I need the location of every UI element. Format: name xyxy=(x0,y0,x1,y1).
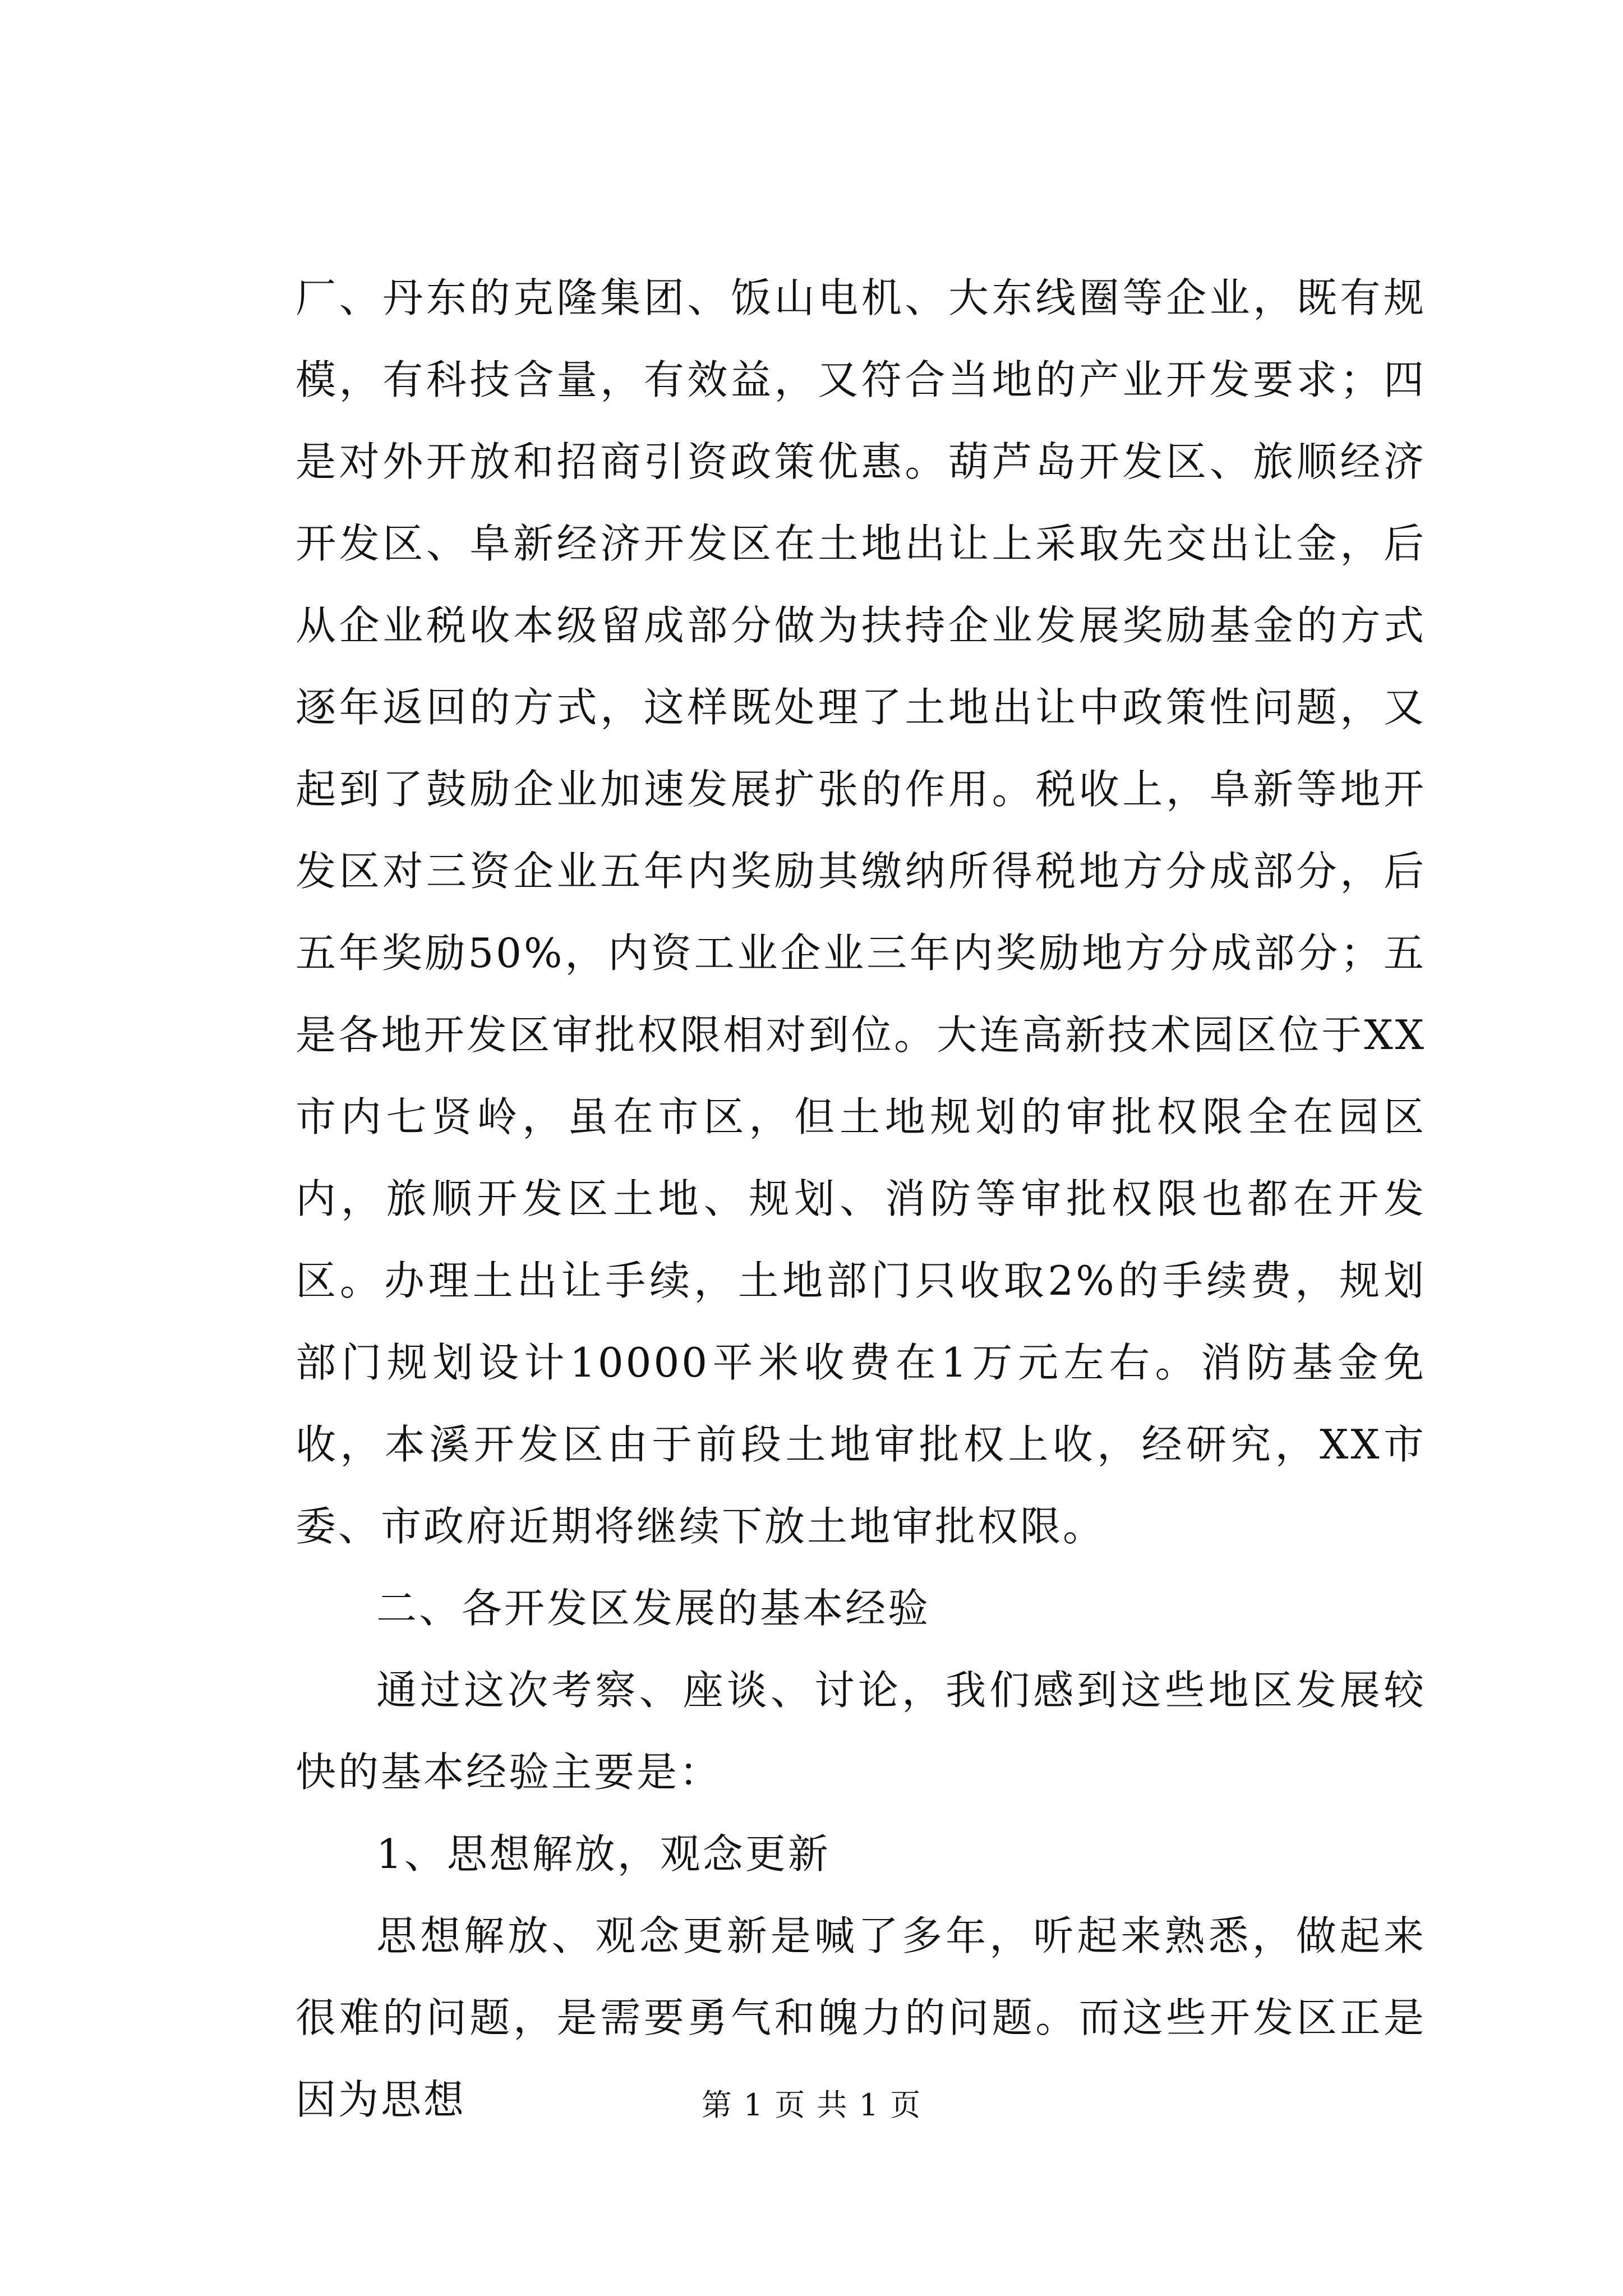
paragraph-continuation: 厂、丹东的克隆集团、饭山电机、大东线圈等企业，既有规模，有科技含量，有效益，又符合当地的产业开发要求；四是对外开放和招商引资政策优惠。葫芦岛开发区、旅顺经济开发区、阜新经济开发区在土地出让上采取先交出让金，后从企业税收本级留成部分做为扶持企业发展奖励基金的方式逐年返回的方式，这样既处理了土地出让中政策性问题，又起到了鼓励企业加速发展扩张的作用。税收上，阜新等地开发区对三资企业五年内奖励其缴纳所得税地方分成部分，后五年奖励50%，内资工业企业三年内奖励地方分成部分；五是各地开发区审批权限相对到位。大连高新技术园区位于XX市内七贤岭，虽在市区，但土地规划的审批权限全在园区内，旅顺开发区土地、规划、消防等审批权限也都在开发区。办理土出让手续，土地部门只收取2%的手续费，规划部门规划设计10000平米收费在1万元左右。消防基金免收，本溪开发区由于前段土地审批权上收，经研究，XX市委、市政府近期将继续下放土地审批权限。 xyxy=(296,274,1426,1550)
paragraph-body: 思想解放、观念更新是喊了多年，听起来熟悉，做起来很难的问题，是需要勇气和魄力的问题。而这些开发区正是因为思想 xyxy=(296,1912,1426,2123)
page-footer: 第 1 页 共 1 页 xyxy=(701,2087,922,2123)
document-body xyxy=(296,257,1426,2141)
section-heading: 二、各开发区发展的基本经验 xyxy=(376,1585,931,1632)
subsection-heading: 1、思想解放，观念更新 xyxy=(376,1830,831,1878)
paragraph-intro: 通过这次考察、座谈、讨论，我们感到这些地区发展较快的基本经验主要是： xyxy=(296,1667,1426,1796)
